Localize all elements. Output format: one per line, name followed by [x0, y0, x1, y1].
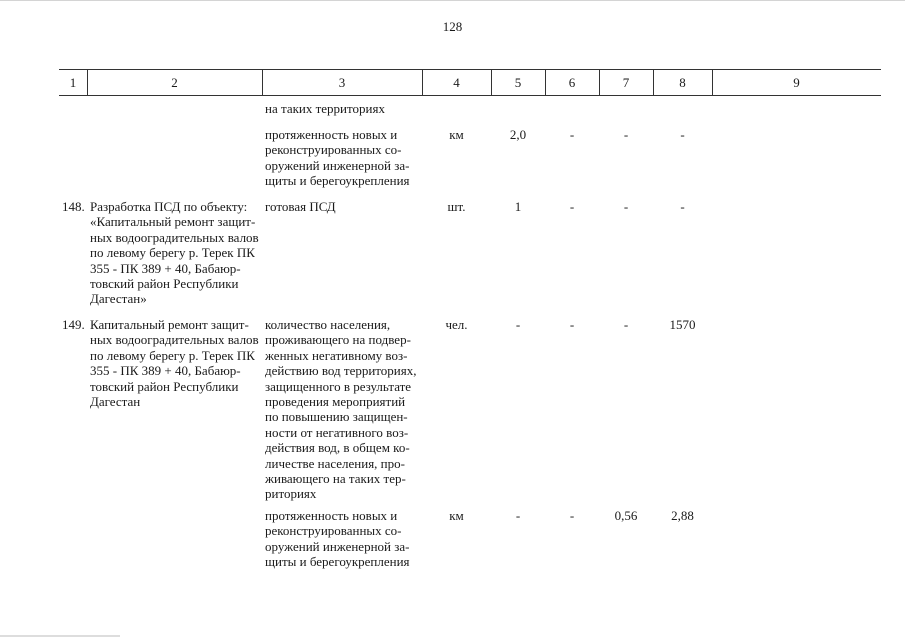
indicator-length-text — [265, 127, 420, 189]
header-col-4: 4 — [453, 75, 460, 90]
description-line: Дагестан — [90, 394, 141, 410]
description-line: «Капитальный ремонт защит- — [90, 214, 256, 230]
table-header-bottom-border — [59, 95, 881, 96]
value-cell: - — [515, 317, 521, 332]
indicator-text: готовая ПСД — [265, 199, 336, 214]
indicator-line: риториях — [265, 486, 317, 502]
indicator-line: ности от негативного воз- — [265, 424, 409, 440]
continuation-indicator-text: на таких территориях — [265, 101, 385, 116]
description-line: 355 - ПК 389 + 40, Бабаюр- — [90, 363, 241, 379]
unit-cell: км — [449, 508, 464, 523]
indicator-line: протяженность новых и — [265, 127, 398, 142]
indicator-line: проживающего на подвер- — [265, 332, 411, 348]
indicator-line: женных негативному воз- — [265, 347, 408, 363]
value-cell: 0,56 — [614, 508, 638, 523]
indicator-line: щиты и берегоукрепления — [265, 554, 410, 570]
header-col-6: 6 — [568, 75, 576, 90]
header-col-3: 3 — [338, 75, 346, 90]
value-cell: - — [515, 508, 521, 523]
value-cell: - — [569, 317, 575, 332]
unit-cell: чел. — [445, 317, 468, 332]
indicator-population-text — [265, 317, 420, 502]
value-cell: - — [623, 199, 629, 214]
indicator-line: проведения мероприятий — [265, 394, 406, 410]
header-col-1: 1 — [69, 75, 77, 90]
indicator-line: протяженность новых и — [265, 508, 398, 523]
description-line: товский район Республики — [90, 378, 239, 394]
header-col-5: 5 — [514, 75, 522, 90]
unit-cell: км — [449, 127, 464, 142]
indicator-line: действия вод, в общем ко- — [265, 440, 410, 456]
table-top-border — [59, 69, 881, 70]
description-line: 355 - ПК 389 + 40, Бабаюр- — [90, 260, 241, 276]
value-cell: - — [680, 199, 685, 214]
description-line: ных водооградительных валов — [90, 229, 259, 245]
row-number: 149. — [62, 317, 85, 332]
description-line: товский район Республики — [90, 276, 239, 292]
indicator-line: реконструированных со- — [265, 142, 402, 158]
value-cell: - — [623, 127, 629, 142]
value-cell: 1 — [514, 199, 522, 214]
description-line: Капитальный ремонт защит- — [90, 317, 249, 332]
value-cell: 2,88 — [671, 508, 694, 523]
description-line: Дагестан» — [90, 291, 147, 307]
value-cell: 1570 — [669, 317, 696, 332]
indicator-line: оружений инженерной за- — [265, 157, 410, 173]
indicator-line: действию вод территориях, — [265, 363, 417, 379]
indicator-line: защищенного в результате — [265, 378, 412, 394]
indicator-line: реконструированных со- — [265, 523, 402, 539]
scan-mark — [0, 0, 905, 1]
description-line: ных водооградительных валов — [90, 332, 259, 348]
value-cell: 2,0 — [509, 127, 527, 142]
description-line: Разработка ПСД по объекту: — [90, 199, 248, 214]
value-cell: - — [569, 199, 575, 214]
header-col-2: 2 — [171, 75, 178, 90]
value-cell: - — [569, 508, 575, 523]
unit-cell: шт. — [447, 199, 466, 214]
indicator-line: по повышению защищен- — [265, 409, 408, 425]
indicator-line: личестве населения, про- — [265, 455, 405, 471]
indicator-line: оружений инженерной за- — [265, 538, 410, 554]
header-col-9: 9 — [793, 75, 800, 90]
value-cell: - — [680, 127, 685, 142]
indicator-length-text — [265, 508, 420, 570]
description-line: по левому берегу р. Терек ПК — [90, 347, 255, 363]
description-line: по левому берегу р. Терек ПК — [90, 245, 255, 261]
project-description — [90, 199, 260, 307]
value-cell: - — [569, 127, 575, 142]
row-number: 148. — [62, 199, 85, 214]
indicator-line: количество населения, — [265, 317, 391, 332]
indicator-line: щиты и берегоукрепления — [265, 173, 410, 189]
indicator-line: живающего на таких тер- — [265, 471, 406, 487]
project-description — [90, 317, 260, 409]
value-cell: - — [623, 317, 629, 332]
header-col-8: 8 — [679, 75, 686, 90]
page-number: 128 — [442, 19, 463, 34]
scan-mark — [0, 635, 120, 637]
header-col-7: 7 — [622, 75, 630, 90]
